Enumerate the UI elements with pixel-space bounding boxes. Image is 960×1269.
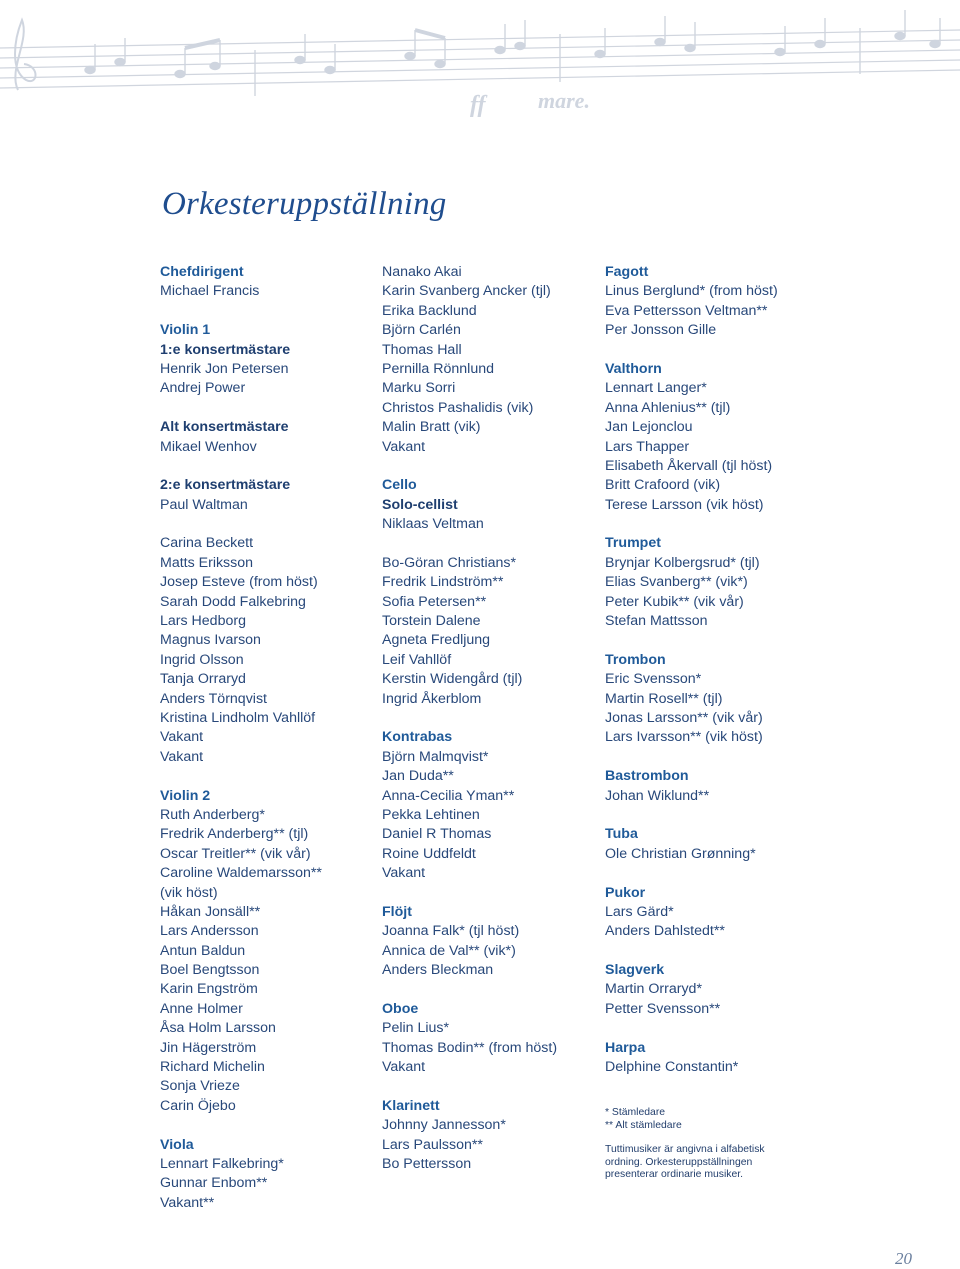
legend-alt-stamledare: ** Alt stämledare xyxy=(605,1119,682,1131)
musician-name: Kristina Lindholm Vahllöf xyxy=(160,709,316,726)
roster-section xyxy=(605,360,835,515)
musician-name: Sonja Vrieze xyxy=(160,1078,240,1095)
musician-name: Fredrik Lindström** xyxy=(382,574,504,591)
musician-name: Anders Bleckman xyxy=(382,962,494,979)
musician-name: Niklaas Veltman xyxy=(382,516,484,533)
section-heading: Kontrabas xyxy=(382,729,453,746)
musician-name: Nanako Akai xyxy=(382,264,462,280)
musician-name: Sofia Petersen** xyxy=(382,593,487,610)
page-title: Orkesteruppställning xyxy=(162,186,447,222)
column-3-sections xyxy=(605,263,835,1077)
musician-name: Gunnar Enbom** xyxy=(160,1175,268,1192)
musician-name: (vik höst) xyxy=(160,884,218,901)
musician-name: Magnus Ivarson xyxy=(160,632,261,649)
musician-name: Britt Crafoord (vik) xyxy=(605,477,721,494)
musician-name: Thomas Bodin** (from höst) xyxy=(382,1039,558,1056)
musician-name: Pernilla Rönnlund xyxy=(382,360,494,377)
musician-name: Thomas Hall xyxy=(382,341,462,358)
musician-name: Carina Beckett xyxy=(160,535,254,552)
musician-name: Sarah Dodd Falkebring xyxy=(160,593,306,610)
musician-name: Anna Ahlenius** (tjl) xyxy=(605,399,731,416)
musician-name: Michael Francis xyxy=(160,283,260,300)
column-3 xyxy=(605,263,835,1181)
roster-section xyxy=(160,418,380,457)
musician-name: Bo Pettersson xyxy=(382,1155,472,1172)
footnotes xyxy=(605,1107,835,1181)
section-heading: Trumpet xyxy=(605,535,661,552)
musician-name: Lars Hedborg xyxy=(160,613,246,630)
musician-name: Paul Waltman xyxy=(160,496,248,513)
musician-name: Bo-Göran Christians* xyxy=(382,554,517,571)
musician-name: Kerstin Widengård (tjl) xyxy=(382,671,523,688)
role-subheading: Solo-cellist xyxy=(382,496,458,513)
musician-name: Daniel R Thomas xyxy=(382,826,492,843)
musician-name: Jin Hägerström xyxy=(160,1039,257,1056)
roster-section xyxy=(160,321,380,399)
musician-name: Carin Öjebo xyxy=(160,1097,236,1114)
section-heading: Violin 1 xyxy=(160,322,211,339)
section-heading: Bastrombon xyxy=(605,768,689,785)
legend-stamledare: * Stämledare xyxy=(605,1107,666,1119)
musician-name: Caroline Waldemarsson** xyxy=(160,865,322,882)
musician-name: Lennart Langer* xyxy=(605,380,707,397)
roster-section xyxy=(160,534,380,767)
section-heading: Slagverk xyxy=(605,962,665,979)
musician-name: Vakant xyxy=(382,438,426,455)
musician-name: Johnny Jannesson* xyxy=(382,1117,506,1134)
musician-name: Martin Rosell** (tjl) xyxy=(605,690,723,707)
section-heading: Valthorn xyxy=(605,360,662,377)
musician-name: Agneta Fredljung xyxy=(382,632,491,649)
dynamic-ff-mark: ff xyxy=(470,92,486,118)
section-heading: Pukor xyxy=(605,884,646,901)
roster-section xyxy=(382,1000,602,1078)
musician-name: Martin Orraryd* xyxy=(605,981,702,998)
musician-name: Jan Lejonclou xyxy=(605,419,693,436)
musician-name: Delphine Constantin* xyxy=(605,1059,739,1076)
musician-name: Vakant** xyxy=(160,1194,215,1211)
section-heading: Fagott xyxy=(605,264,649,280)
roster-section xyxy=(605,651,835,748)
musician-name: Roine Uddfeldt xyxy=(382,845,476,862)
score-text-mark: mare. xyxy=(538,88,590,113)
roster-section xyxy=(382,903,602,981)
roster-section xyxy=(382,554,602,709)
musician-name: Mikael Wenhov xyxy=(160,438,257,455)
musician-name: Tanja Orraryd xyxy=(160,671,246,688)
roster-section xyxy=(160,1136,380,1214)
roster-section xyxy=(160,263,380,302)
section-heading: Klarinett xyxy=(382,1097,440,1114)
musician-name: Richard Michelin xyxy=(160,1059,265,1076)
musician-name: Åsa Holm Larsson xyxy=(160,1020,276,1037)
musician-name: Björn Carlén xyxy=(382,322,461,339)
musician-name: Anders Törnqvist xyxy=(160,690,267,707)
musician-name: Pekka Lehtinen xyxy=(382,806,480,823)
section-heading: Chefdirigent xyxy=(160,264,244,280)
musician-name: Eric Svensson* xyxy=(605,671,702,688)
musician-name: Eva Pettersson Veltman** xyxy=(605,302,768,319)
musician-name: Marku Sorri xyxy=(382,380,456,397)
musician-name: Lars Gärd* xyxy=(605,903,674,920)
section-heading: Trombon xyxy=(605,651,666,668)
musician-name: Linus Berglund* (from höst) xyxy=(605,283,778,300)
musician-name: Matts Eriksson xyxy=(160,554,254,571)
musician-name: Ingrid Åkerblom xyxy=(382,690,482,707)
musician-name: Håkan Jonsäll** xyxy=(160,903,261,920)
roster-section xyxy=(382,1097,602,1175)
musician-name: Ingrid Olsson xyxy=(160,651,244,668)
musician-name: Brynjar Kolbergsrud* (tjl) xyxy=(605,554,760,571)
musician-name: Antun Baldun xyxy=(160,942,246,959)
section-heading: Flöjt xyxy=(382,903,412,920)
musician-name: Boel Bengtsson xyxy=(160,962,260,979)
role-subheading: 2:e konsertmästare xyxy=(160,477,291,494)
section-heading: Oboe xyxy=(382,1000,419,1017)
musician-name: Fredrik Anderberg** (tjl) xyxy=(160,826,309,843)
musician-name: Vakant xyxy=(160,729,204,746)
roster-section xyxy=(605,961,835,1019)
musician-name: Lars Andersson xyxy=(160,923,259,940)
note-text-line: presenterar ordinarie musiker. xyxy=(605,1169,744,1181)
musician-name: Lars Paulsson** xyxy=(382,1136,483,1153)
musician-name: Anna-Cecilia Yman** xyxy=(382,787,515,804)
roster-section xyxy=(605,1039,835,1078)
musician-name: Lennart Falkebring* xyxy=(160,1155,284,1172)
musician-name: Leif Vahllöf xyxy=(382,651,452,668)
column-1 xyxy=(160,263,380,1233)
musician-name: Jonas Larsson** (vik vår) xyxy=(605,709,763,726)
roster-section xyxy=(605,825,835,864)
note-text-line: ordning. Orkesteruppställningen xyxy=(605,1156,753,1168)
page-number: 20 xyxy=(895,1249,912,1268)
musician-name: Lars Thapper xyxy=(605,438,690,455)
musician-name: Christos Pashalidis (vik) xyxy=(382,399,534,416)
musician-name: Karin Engström xyxy=(160,981,258,998)
roster-section xyxy=(605,884,835,942)
musician-name: Ole Christian Grønning* xyxy=(605,845,756,862)
musician-name: Henrik Jon Petersen xyxy=(160,360,289,377)
musician-name: Torstein Dalene xyxy=(382,613,481,630)
section-heading: Harpa xyxy=(605,1039,646,1056)
roster-section xyxy=(160,476,380,515)
musician-name: Peter Kubik** (vik vår) xyxy=(605,593,744,610)
musician-name: Terese Larsson (vik höst) xyxy=(605,496,764,513)
musician-name: Elisabeth Åkervall (tjl höst) xyxy=(605,457,773,474)
note-text-line: Tuttimusiker är angivna i alfabetisk xyxy=(605,1144,765,1156)
musician-name: Vakant xyxy=(382,1059,426,1076)
roster-section xyxy=(160,787,380,1117)
section-heading: Tuba xyxy=(605,826,638,843)
musician-name: Elias Svanberg** (vik*) xyxy=(605,574,748,591)
section-heading: Violin 2 xyxy=(160,787,211,804)
column-2 xyxy=(382,263,602,1194)
musician-name: Annica de Val** (vik*) xyxy=(382,942,516,959)
roster-section xyxy=(605,767,835,806)
roster-section xyxy=(605,263,835,341)
musician-name: Johan Wiklund** xyxy=(605,787,710,804)
musician-name: Per Jonsson Gille xyxy=(605,322,717,339)
role-subheading: 1:e konsertmästare xyxy=(160,341,291,358)
musician-name: Pelin Lius* xyxy=(382,1020,450,1037)
musician-name: Stefan Mattsson xyxy=(605,613,708,630)
musician-name: Vakant xyxy=(382,865,426,882)
musician-name: Malin Bratt (vik) xyxy=(382,419,481,436)
musician-name: Karin Svanberg Ancker (tjl) xyxy=(382,283,551,300)
musician-name: Andrej Power xyxy=(160,380,246,397)
section-heading: Viola xyxy=(160,1136,194,1153)
roster-section xyxy=(382,728,602,883)
musician-name: Petter Svensson** xyxy=(605,1000,721,1017)
musician-name: Jan Duda** xyxy=(382,768,454,785)
musician-name: Joanna Falk* (tjl höst) xyxy=(382,923,520,940)
musician-name: Ruth Anderberg* xyxy=(160,806,265,823)
musician-name: Vakant xyxy=(160,748,204,765)
musician-name: Anne Holmer xyxy=(160,1000,243,1017)
musician-name: Erika Backlund xyxy=(382,302,477,319)
roster-section xyxy=(382,263,602,457)
section-heading: Cello xyxy=(382,477,417,494)
musician-name: Oscar Treitler** (vik vår) xyxy=(160,845,311,862)
role-subheading: Alt konsertmästare xyxy=(160,419,289,436)
musician-name: Björn Malmqvist* xyxy=(382,748,489,765)
music-staff-decoration xyxy=(0,0,960,140)
musician-name: Anders Dahlstedt** xyxy=(605,923,725,940)
roster-section xyxy=(382,476,602,534)
musician-name: Lars Ivarsson** (vik höst) xyxy=(605,729,763,746)
musician-name: Josep Esteve (from höst) xyxy=(160,574,318,591)
roster-section xyxy=(605,534,835,631)
